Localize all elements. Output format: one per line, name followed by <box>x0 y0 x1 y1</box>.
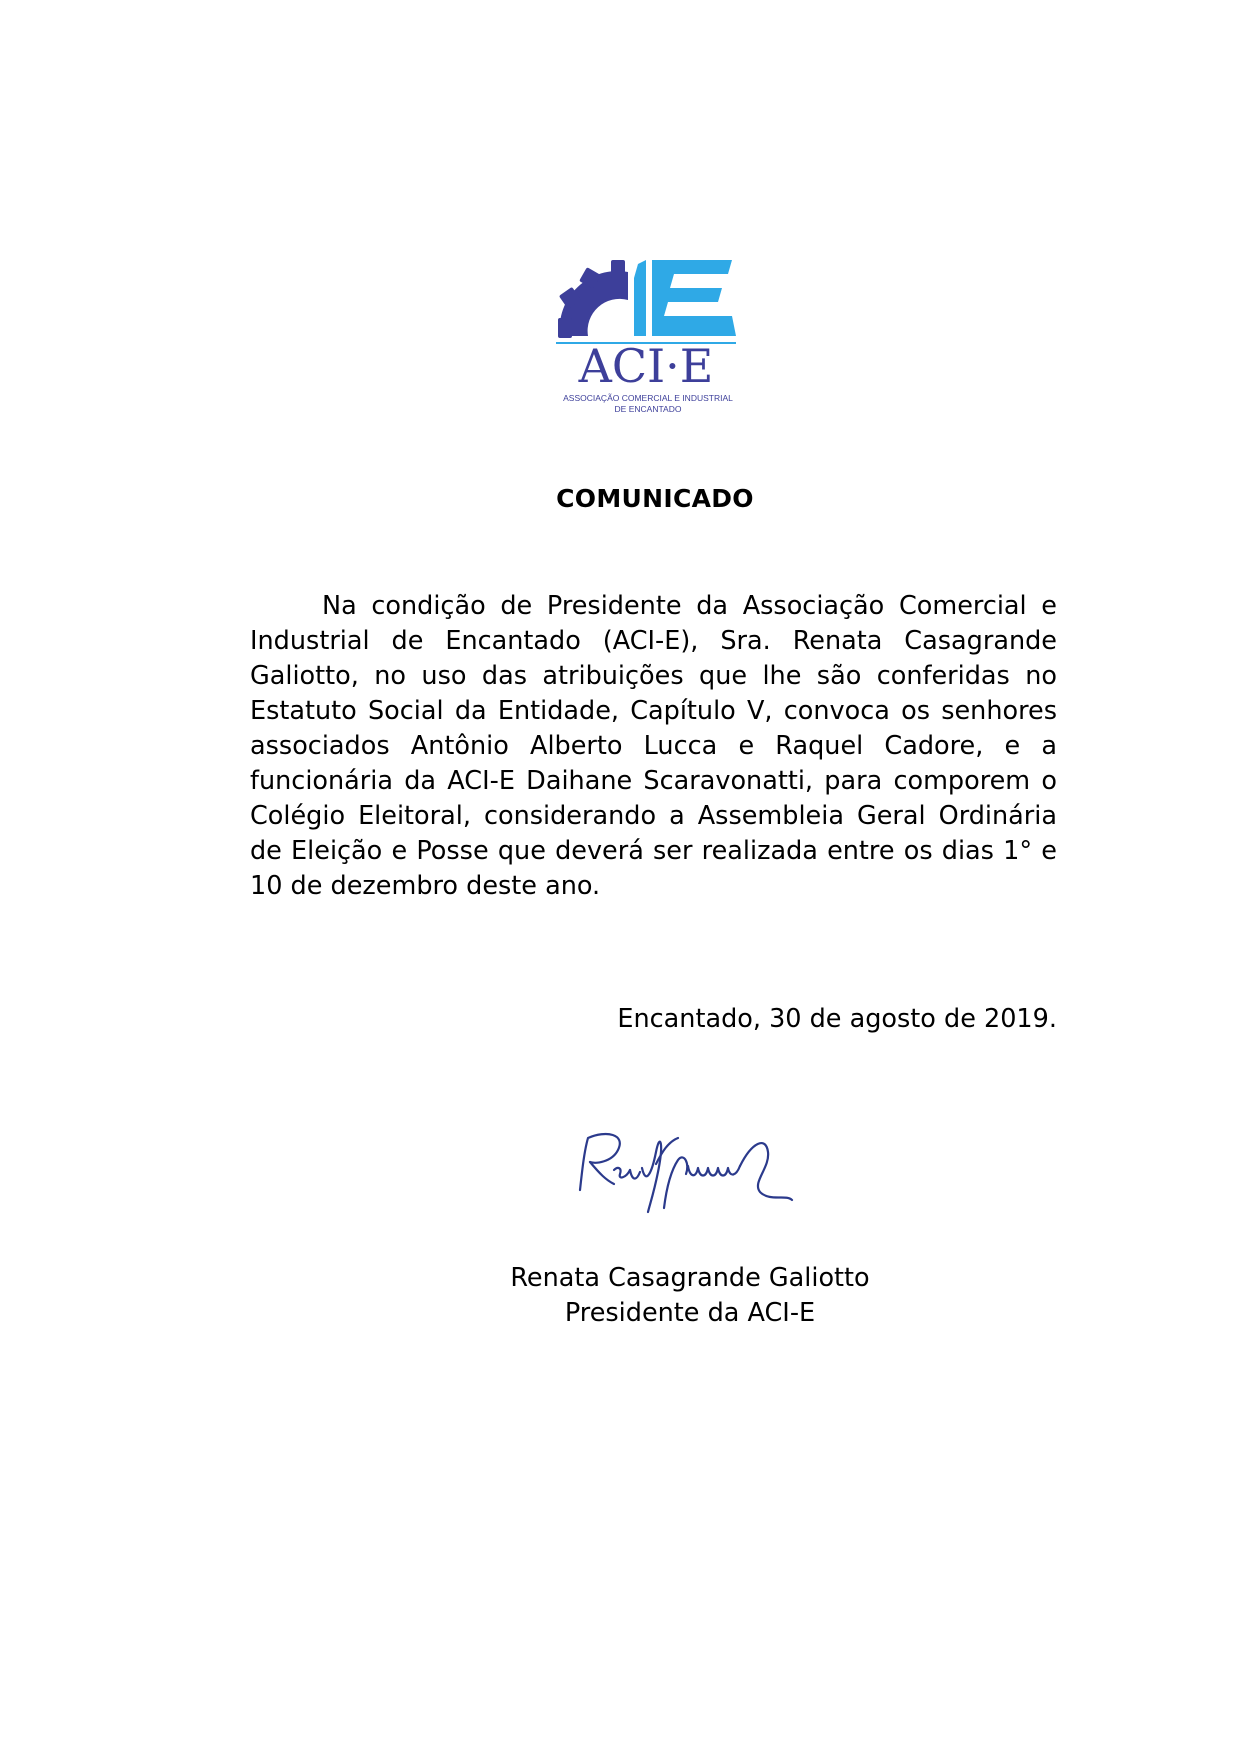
signer-name: Renata Casagrande Galiotto <box>510 1263 870 1293</box>
e-mark-icon <box>634 260 736 336</box>
aci-e-logo <box>556 258 740 420</box>
logo-org-line1: ASSOCIAÇÃO COMERCIAL E INDUSTRIAL <box>563 393 733 403</box>
page-title: COMUNICADO <box>556 484 754 513</box>
signer-role: Presidente da ACI-E <box>564 1298 816 1328</box>
logo-brand: ACI·E <box>578 339 714 393</box>
logo-org-line2: DE ENCANTADO <box>614 404 682 414</box>
body-paragraph: Na condição de Presidente da Associação Comercial e Industrial de Encantado (ACI-E), Sra. Renata Casagrande Galiotto, no uso das atribuições que lhe são conferidas no Estatuto Social da Entidade, Capítulo V, convoca os senhores associados Antônio Alberto Lucca e Raquel Cadore, e a funcionária da ACI-E Daihane Scaravonatti, para comporem o Colégio Eleitoral, considerando a Assembleia Geral Ordinária de Eleição e Posse que deverá ser realizada entre os dias 1° e 10 de dezembro deste ano. <box>250 591 1057 901</box>
gear-icon <box>558 260 628 338</box>
date-line: Encantado, 30 de agosto de 2019. <box>617 1004 1057 1034</box>
handwritten-signature <box>556 1112 806 1222</box>
